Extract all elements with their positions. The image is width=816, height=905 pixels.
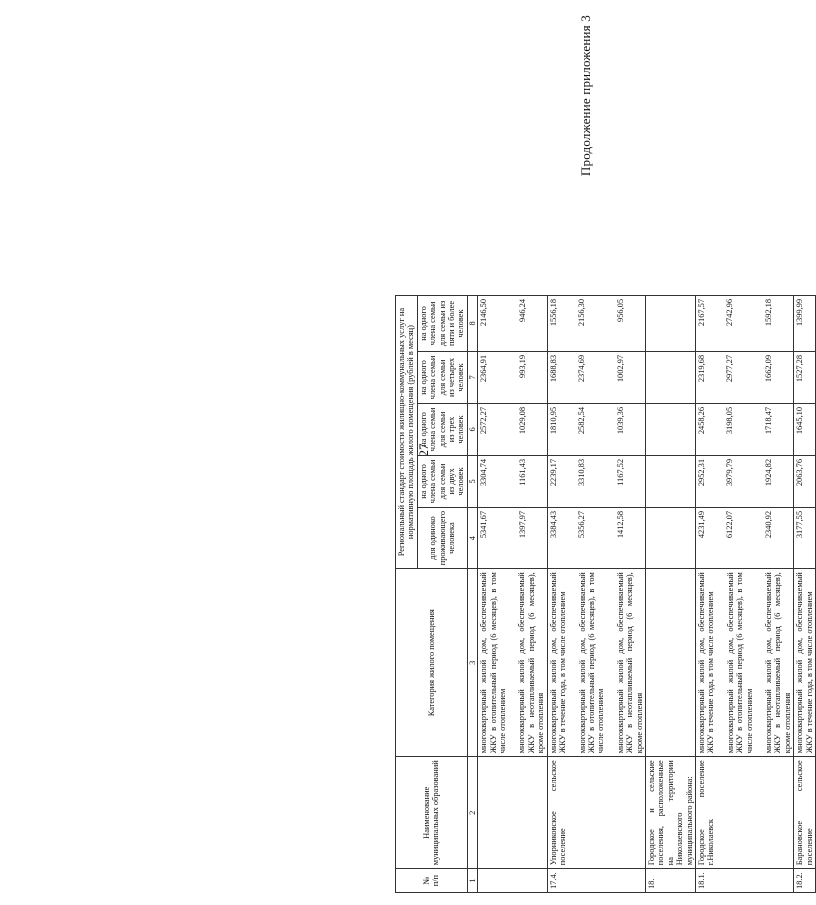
value-item: 1397,97 [517,510,527,539]
category-list [549,572,644,753]
value-item: 1592,18 [763,298,773,327]
value-item: 1556,18 [548,298,558,327]
municipality-name: Городское поселение г.Николаевск [695,757,793,869]
value-item: 1399,99 [795,298,805,327]
value-item: 3177,55 [795,510,805,539]
value-cell [547,295,645,351]
value-item: 2374,69 [577,354,587,383]
category-item: многоквартирный жилой дом, обеспечиваемый ЖКУ в отопительный период (6 месяцев), в том числе отоплением [725,572,754,754]
value-cell [794,351,816,403]
value-cell [645,403,695,455]
value-list [697,355,773,400]
value-item: 1645,10 [795,406,805,435]
header-group-title: Региональный стандарт стоимости жилищно-коммунальных услуг на нормативную площадь жилого помещения (рублей в месяц) [396,295,418,568]
value-item: 956,05 [615,298,625,322]
value-item: 4231,49 [696,510,706,539]
value-list [549,299,625,348]
municipality-name [478,757,547,869]
value-cell [645,351,695,403]
value-cell [794,455,816,507]
col-number: 8 [467,295,477,351]
value-item: 3310,83 [577,458,587,487]
category-item: многоквартирный жилой дом, обеспечиваемый ЖКУ в неотапливаемый период (6 месяцев), кроме отопления [615,572,644,754]
value-item: 1662,09 [763,354,773,383]
value-list [795,459,804,504]
value-item: 1527,28 [795,354,805,383]
value-item: 1688,83 [548,354,558,383]
value-item: 2458,26 [696,406,706,435]
category-item: многоквартирный жилой дом, обеспечиваемый ЖКУ в течение года, в том числе отоплением [548,572,568,754]
value-list [479,355,527,400]
value-cell [695,295,793,351]
header-category: Категория жилого помещения [396,569,468,757]
category-cell [695,569,793,757]
value-item: 1039,36 [615,406,625,435]
category-list [795,572,814,753]
value-cell [645,455,695,507]
header-no: № п/п [396,869,468,893]
value-cell [794,295,816,351]
category-list [697,572,792,753]
header-sub-five: на одного члена семьи для семьи из пяти и более человек [417,295,467,351]
row-number: 18. [645,869,695,893]
value-cell [547,351,645,403]
value-item: 3384,43 [548,510,558,539]
value-cell [645,295,695,351]
municipality-name: Упорниковское сельское поселение [547,757,645,869]
category-cell [478,569,547,757]
col-number: 3 [467,569,477,757]
category-item: многоквартирный жилой дом, обеспечиваемый ЖКУ в неотапливаемый период (6 месяцев), кроме отопления [517,572,546,754]
value-item: 2239,17 [548,458,558,487]
value-list [549,511,625,565]
category-cell [794,569,816,757]
col-number: 6 [467,403,477,455]
value-list [795,511,804,565]
row-number: 17.4. [547,869,645,893]
value-cell [547,403,645,455]
value-list [549,355,625,400]
value-item: 5356,27 [577,510,587,539]
value-item: 3304,74 [479,458,489,487]
value-list [697,459,773,504]
value-item: 2319,68 [696,354,706,383]
value-item: 2063,76 [795,458,805,487]
value-list [795,407,804,452]
col-number: 4 [467,507,477,568]
category-item: многоквартирный жилой дом, обеспечиваемый ЖКУ в течение года, в том числе отоплением [795,572,814,754]
value-cell [645,507,695,568]
municipality-name: Барановское сельское поселение [794,757,816,869]
value-item: 946,24 [517,298,527,322]
col-number: 5 [467,455,477,507]
row-number [478,869,547,893]
page-number: 27 [416,443,431,457]
value-list [697,407,773,452]
value-cell [695,455,793,507]
value-cell [794,403,816,455]
category-item: многоквартирный жилой дом, обеспечиваемый ЖКУ в отопительный период (6 месяцев), в том числе отоплением [479,572,508,754]
value-item: 2952,31 [696,458,706,487]
header-sub-two: на одного члена семьи для семьи из двух человек [417,455,467,507]
value-item: 2572,27 [479,406,489,435]
value-cell [695,351,793,403]
value-item: 2146,50 [479,298,489,327]
value-cell [478,507,547,568]
value-item: 2364,91 [479,354,489,383]
value-list [549,407,625,452]
col-number: 2 [467,757,477,869]
category-cell [645,569,695,757]
value-cell [547,455,645,507]
value-item: 1412,58 [615,510,625,539]
header-sub-single: для одиноко проживающего человека [417,507,467,568]
value-list [479,299,527,348]
table-row [695,295,793,892]
value-item: 1167,52 [615,458,625,486]
appendix-caption: Продолжение приложения 3 [578,15,593,177]
value-item: 3198,05 [725,406,735,435]
header-sub-four: на одного члена семьи для семьи из четырех человек [417,351,467,403]
municipality-name: Городское и сельские поселения, расположенные на территории Николаевского муниципального района: [645,757,695,869]
value-list [697,299,773,348]
row-number: 18.1. [695,869,793,893]
value-list [479,511,527,565]
value-list [549,459,625,504]
value-list [697,511,773,565]
row-number: 18.2. [794,869,816,893]
column-numbers-row [467,295,477,892]
table-row [794,295,816,892]
table-row [547,295,645,892]
value-item: 2167,57 [696,298,706,327]
col-number: 1 [467,869,477,893]
header-row-top [396,295,418,892]
value-item: 1924,82 [763,458,773,487]
value-item: 1161,43 [517,458,527,486]
value-item: 6122,07 [725,510,735,539]
value-list [795,355,804,400]
value-item: 1029,08 [517,406,527,435]
value-item: 2977,27 [725,354,735,383]
value-item: 5341,67 [479,510,489,539]
category-item: многоквартирный жилой дом, обеспечиваемый ЖКУ в неотапливаемый период (6 месяцев), кроме отопления [764,572,792,754]
value-list [479,459,527,504]
value-item: 2582,54 [577,406,587,435]
value-item: 1810,95 [548,406,558,435]
value-list [795,299,804,348]
value-item: 3979,79 [725,458,735,487]
value-item: 1718,47 [763,406,773,435]
value-cell [695,403,793,455]
table-row [478,295,547,892]
category-item: многоквартирный жилой дом, обеспечиваемый ЖКУ в течение года, в том числе отоплением [696,572,716,754]
value-cell [478,455,547,507]
value-item: 2156,30 [577,298,587,327]
category-cell [547,569,645,757]
value-item: 2340,92 [763,510,773,539]
value-list [479,407,527,452]
standards-table [395,295,816,893]
value-cell [547,507,645,568]
value-cell [478,295,547,351]
col-number: 7 [467,351,477,403]
header-sub-three: на одного члена семьи для семьи из трех человек [417,403,467,455]
value-cell [794,507,816,568]
value-cell [695,507,793,568]
value-item: 993,19 [517,354,527,378]
value-item: 2742,96 [725,298,735,327]
category-list [479,572,545,753]
value-item: 1002,97 [615,354,625,383]
value-cell [478,351,547,403]
table-row [645,295,695,892]
category-item: многоквартирный жилой дом, обеспечиваемый ЖКУ в отопительный период (6 месяцев), в том числе отоплением [577,572,606,754]
value-cell [478,403,547,455]
header-name: Наименование муниципальных образований [396,757,468,869]
